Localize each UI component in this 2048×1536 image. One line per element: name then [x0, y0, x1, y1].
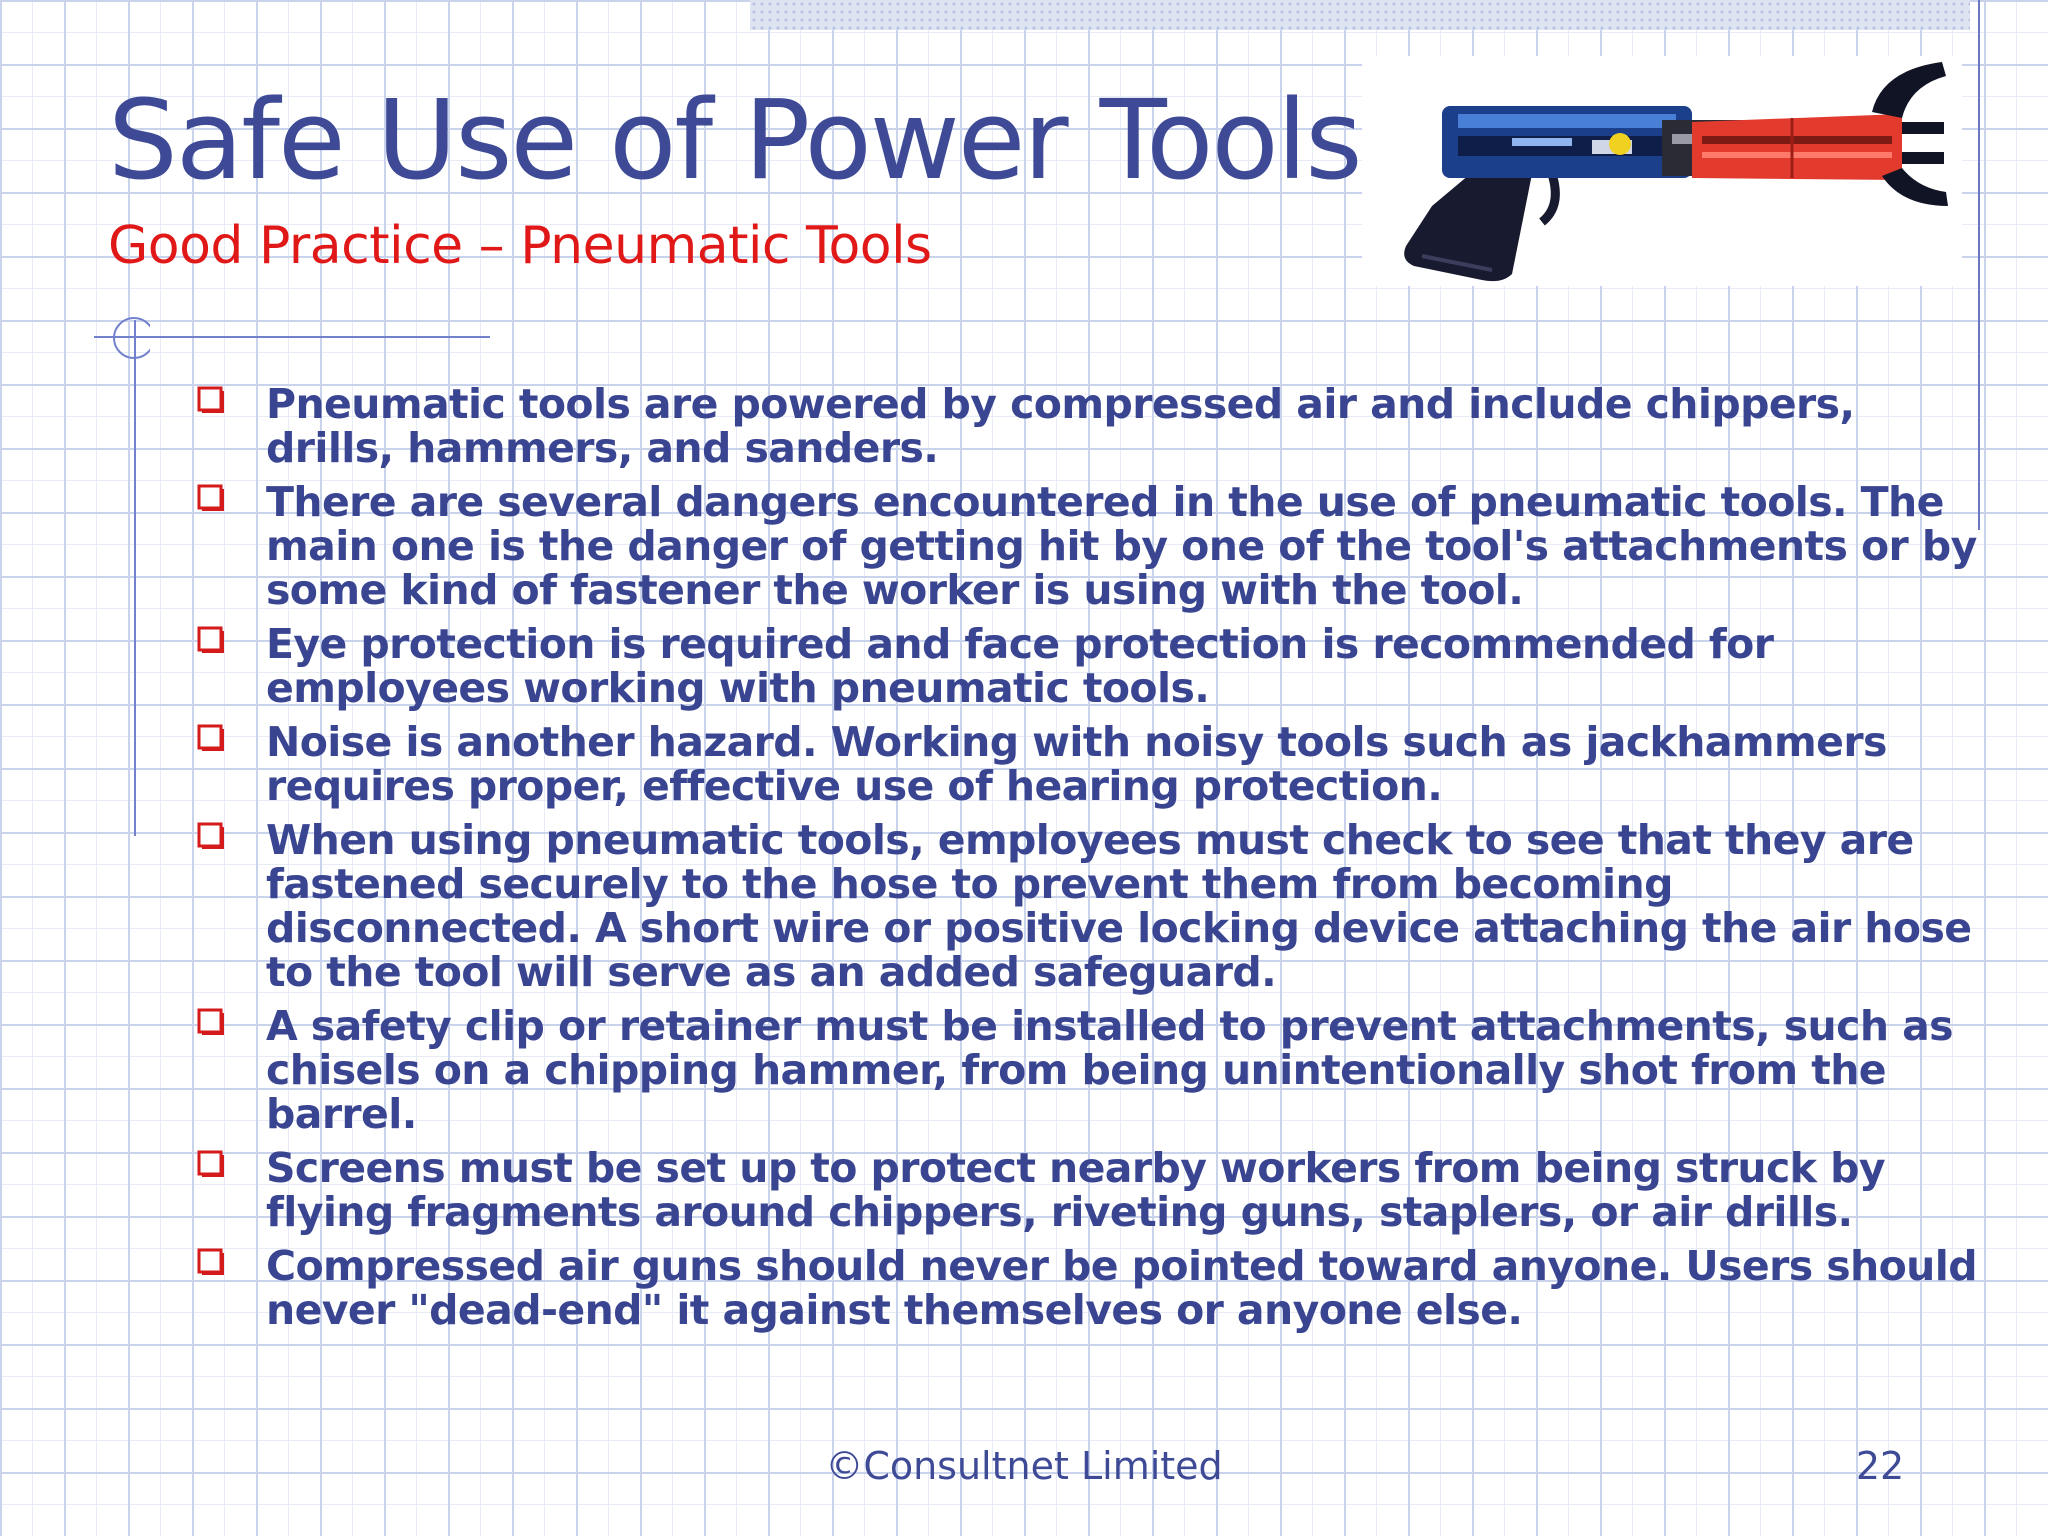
crosshair-decoration-icon — [90, 312, 150, 372]
slide-title: Safe Use of Power Tools — [108, 76, 1361, 204]
list-item — [192, 480, 1982, 612]
list-item — [192, 1146, 1982, 1234]
bullet-list — [192, 382, 1982, 1342]
list-item — [192, 1004, 1982, 1136]
checkbox-bullet-icon — [196, 385, 226, 415]
pneumatic-tool-illustration — [1362, 56, 1962, 286]
checkbox-bullet-icon — [196, 723, 226, 753]
checkbox-bullet-icon — [196, 1007, 226, 1037]
footer-copyright: ©Consultnet Limited — [825, 1444, 1223, 1488]
checkbox-bullet-icon — [196, 1247, 226, 1277]
bullet-text: Noise is another hazard. Working with noisy tools such as jackhammers requires proper, effective use of hearing protection. — [266, 718, 1887, 810]
bullet-text: Pneumatic tools are powered by compressed air and include chippers, drills, hammers, and sanders. — [266, 380, 1855, 472]
tool-yellow-component — [1609, 133, 1631, 155]
horizontal-decorative-rule — [94, 336, 490, 338]
tool-muzzle-upper — [1872, 62, 1946, 118]
pneumatic-tool-cutaway-icon — [1362, 56, 1962, 286]
bullet-text: Eye protection is required and face protection is recommended for employees working with pneumatic tools. — [266, 620, 1774, 712]
list-item — [192, 622, 1982, 710]
bullet-text: There are several dangers encountered in the use of pneumatic tools. The main one is the danger of getting hit by one of the tool's attachments or by some kind of fastener the worker is using with the tool. — [266, 478, 1977, 614]
page-number: 22 — [1855, 1444, 1905, 1488]
vertical-decorative-rule — [134, 320, 136, 836]
bullet-text: Screens must be set up to protect nearby workers from being struck by flying fragments around chippers, riveting guns, staplers, or air drills. — [266, 1144, 1885, 1236]
bullet-text: Compressed air guns should never be pointed toward anyone. Users should never "dead-end" it against themselves or anyone else. — [266, 1242, 1977, 1334]
list-item — [192, 720, 1982, 808]
checkbox-bullet-icon — [196, 625, 226, 655]
tool-muzzle-lower — [1882, 168, 1948, 206]
checkbox-bullet-icon — [196, 483, 226, 513]
list-item — [192, 818, 1982, 994]
checkbox-bullet-icon — [196, 821, 226, 851]
slide-subtitle: Good Practice – Pneumatic Tools — [108, 216, 932, 276]
bullet-text: A safety clip or retainer must be installed to prevent attachments, such as chisels on a chipping hammer, from being unintentionally shot from the barrel. — [266, 1002, 1953, 1138]
tool-red-barrel — [1692, 114, 1902, 180]
tool-trigger — [1542, 174, 1555, 222]
list-item — [192, 1244, 1982, 1332]
bullet-text: When using pneumatic tools, employees must check to see that they are fastened securely to the hose to prevent them from becoming disconnected. A short wire or positive locking device attaching the air hose to the tool will serve as an added safeguard. — [266, 816, 1972, 996]
checkbox-bullet-icon — [196, 1149, 226, 1179]
top-decorative-band — [750, 0, 1970, 30]
list-item — [192, 382, 1982, 470]
